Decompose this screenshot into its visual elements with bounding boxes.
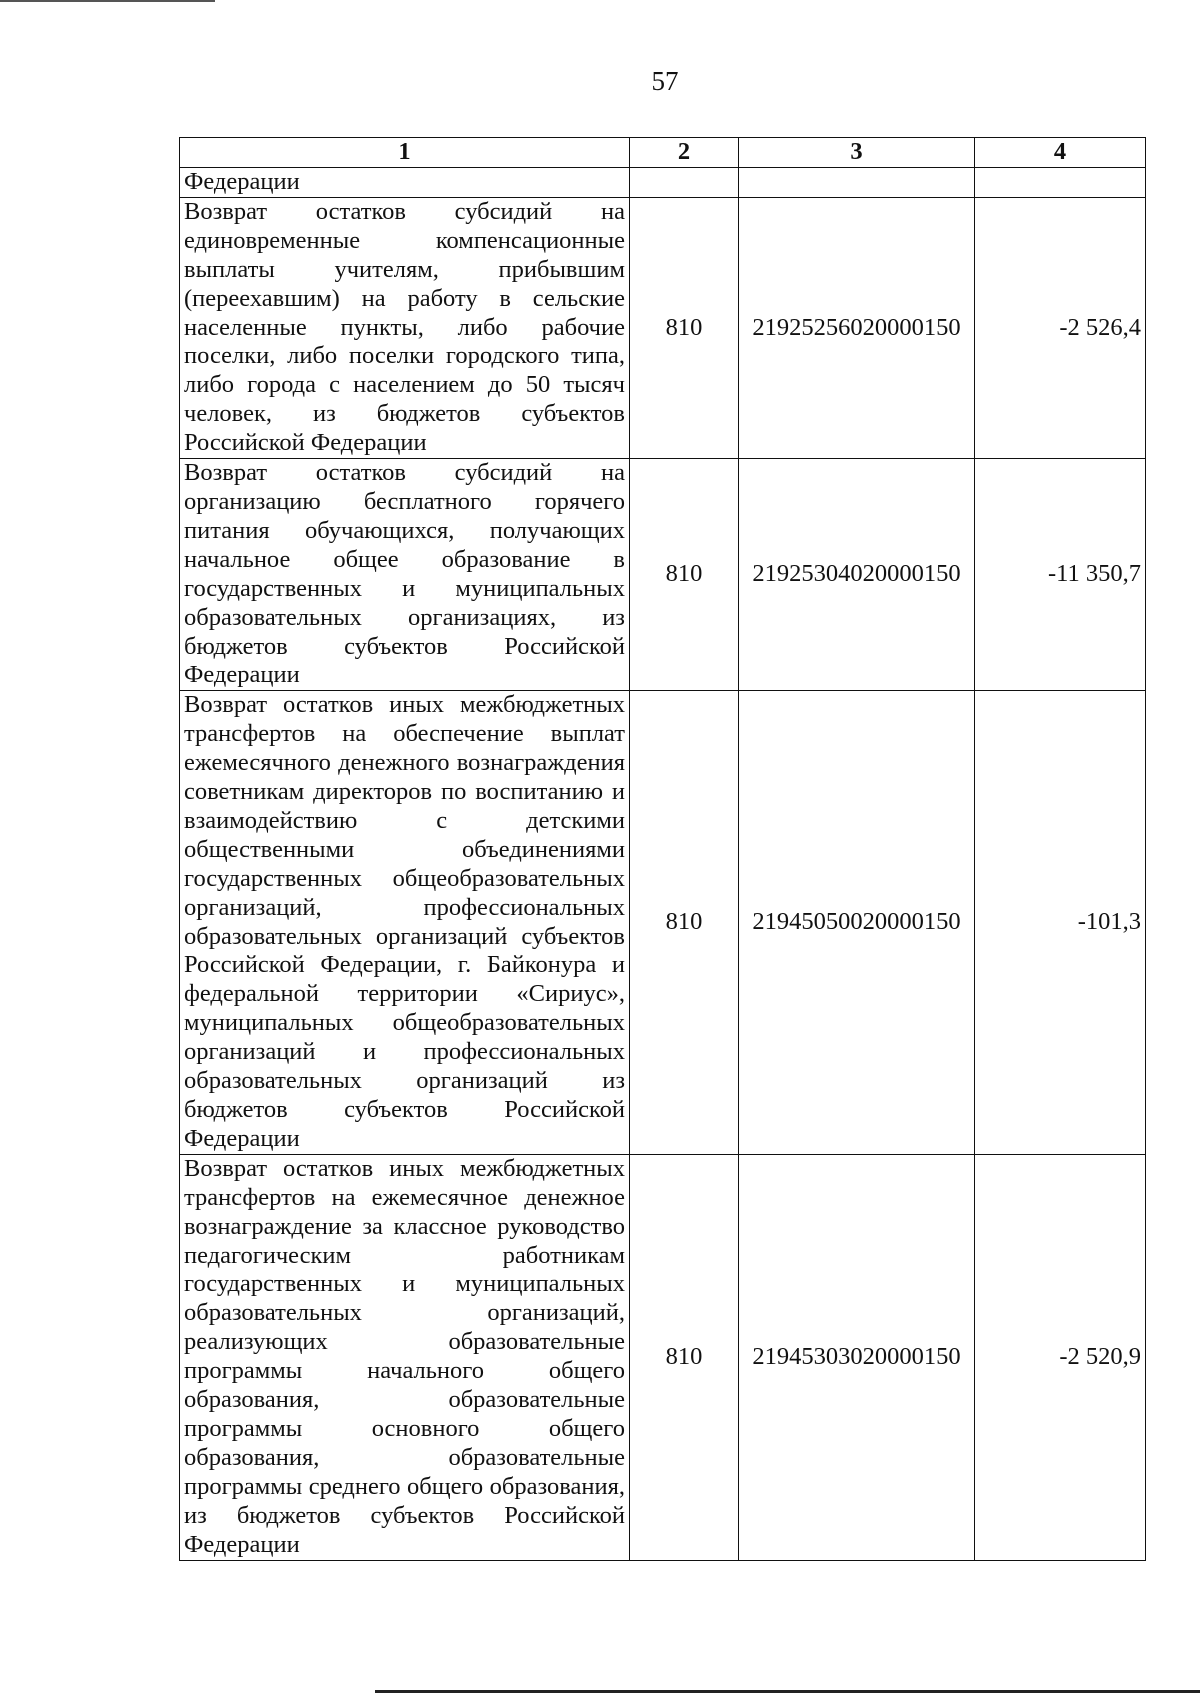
row-admin-code: 810 xyxy=(630,459,739,691)
header-col-1: 1 xyxy=(180,138,630,168)
row-amount: -2 520,9 xyxy=(975,1154,1146,1560)
row-budget-code: 21925256020000150 xyxy=(739,197,975,458)
table-row xyxy=(180,459,1146,691)
row-budget-code: 21925304020000150 xyxy=(739,459,975,691)
budget-table xyxy=(179,137,1146,1561)
header-col-3: 3 xyxy=(739,138,975,168)
header-row xyxy=(180,138,1146,168)
row-amount: -2 526,4 xyxy=(975,197,1146,458)
row-description: Возврат остатков субсидий на организацию бесплатного горячего питания обучающихся, получающих начальное общее образование в государственных и муниципальных образовательных организациях, из бюджетов субъектов Российской Федерации xyxy=(180,459,630,691)
page-number: 57 xyxy=(651,66,679,96)
row-amount: -11 350,7 xyxy=(975,459,1146,691)
row-budget-code: 21945303020000150 xyxy=(739,1154,975,1560)
scan-edge-top xyxy=(0,0,215,2)
row-description: Возврат остатков иных межбюджетных трансфертов на обеспечение выплат ежемесячного денежного вознаграждения советникам директоров по воспитанию и взаимодействию с детскими общественными объединениями государственных общеобразовательных организаций, профессиональных образовательных организаций субъектов Российской Федерации, г. Байконура и федеральной территории «Сириус», муниципальных общеобразовательных организаций и профессиональных образовательных организаций из бюджетов субъектов Российской Федерации xyxy=(180,691,630,1155)
table-row xyxy=(180,197,1146,458)
table-row xyxy=(180,1154,1146,1560)
continuation-kbk xyxy=(739,168,975,198)
row-description: Возврат остатков иных межбюджетных трансфертов на ежемесячное денежное вознаграждение за классное руководство педагогическим работникам государственных и муниципальных образовательных организаций, реализующих образовательные программы начального общего образования, образовательные программы основного общего образования, образовательные программы среднего общего образования, из бюджетов субъектов Российской Федерации xyxy=(180,1154,630,1560)
row-amount: -101,3 xyxy=(975,691,1146,1155)
continuation-description: Федерации xyxy=(180,168,630,198)
row-admin-code: 810 xyxy=(630,197,739,458)
continuation-amount xyxy=(975,168,1146,198)
header-col-4: 4 xyxy=(975,138,1146,168)
row-description: Возврат остатков субсидий на единовременные компенсационные выплаты учителям, прибывшим (переехавшим) на работу в сельские населенные пункты, либо рабочие поселки, либо поселки городского типа, либо города с населением до 50 тысяч человек, из бюджетов субъектов Российской Федерации xyxy=(180,197,630,458)
row-budget-code: 21945050020000150 xyxy=(739,691,975,1155)
row-admin-code: 810 xyxy=(630,1154,739,1560)
header-col-2: 2 xyxy=(630,138,739,168)
continuation-code xyxy=(630,168,739,198)
row-admin-code: 810 xyxy=(630,691,739,1155)
scan-edge-bottom xyxy=(375,1690,1200,1693)
table-row xyxy=(180,691,1146,1155)
continuation-row xyxy=(180,168,1146,198)
